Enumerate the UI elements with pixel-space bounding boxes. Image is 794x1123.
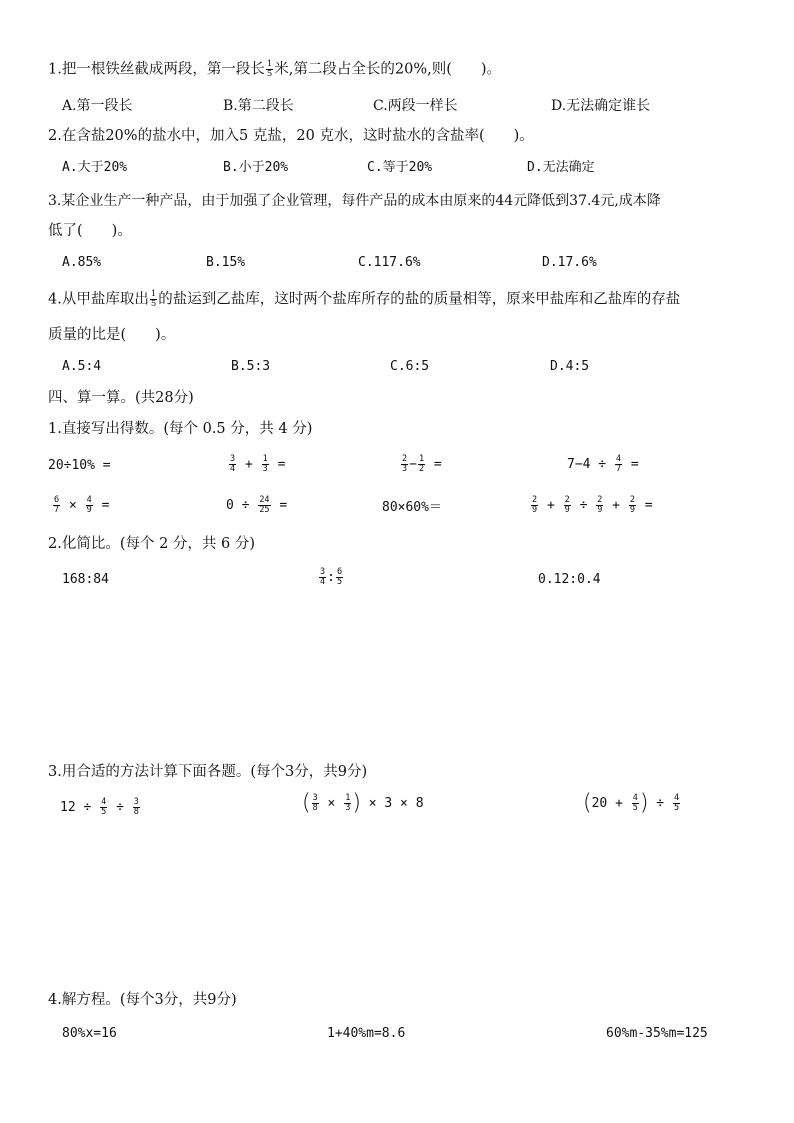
equation-2: 1+40%m=8.6	[327, 1026, 406, 1041]
question-4-text-after: 的盐运到乙盐库，这时两个盐库所存的盐的质量相等，原来甲盐库和乙盐库的存盐	[158, 291, 681, 308]
question-1-option-a: A.第一段长	[62, 98, 133, 114]
question-1	[48, 60, 501, 79]
question-2-option-d: D.无法确定	[527, 160, 595, 175]
expression-7: 80×60%＝	[382, 500, 442, 515]
part-3-title: 3.用合适的方法计算下面各题。(每个3分，共9分)	[48, 764, 368, 780]
part-4-title: 4.解方程。(每个3分，共9分)	[48, 992, 237, 1008]
ratio-2: $\frac{3}{4}$ : $\frac{6}{5}$	[320, 567, 343, 587]
question-3-option-a: A.85%	[62, 255, 102, 270]
expression-6: 0 ÷ $\frac{24}{25}$ =	[226, 495, 288, 515]
question-1-option-d: D.无法确定谁长	[551, 98, 651, 114]
question-1-text-after: 米,第二段占全长的20%,则( )。	[274, 61, 502, 78]
expression-5: $\frac{6}{7}$ × $\frac{4}{9}$ =	[54, 495, 110, 515]
question-1-option-c: C.两段一样长	[373, 98, 458, 114]
expression-4: 7−4 ÷ $\frac{4}{7}$ =	[567, 454, 639, 474]
question-2-option-a: A.大于20%	[62, 160, 128, 175]
question-4-option-b: B.5:3	[231, 359, 271, 374]
question-3-line-1: 3.某企业生产一种产品，由于加强了企业管理，每件产品的成本由原来的44元降低到37.4元,成本降	[48, 193, 661, 209]
ratio-3: 0.12:0.4	[538, 572, 601, 587]
question-3-line-2: 低了( )。	[48, 223, 132, 239]
question-4-text-before: 4.从甲盐库取出	[48, 291, 149, 308]
expression-8: $\frac{2}{9}$ + $\frac{2}{9}$ ÷ $\frac{2}{9}$ + $\frac{2}{9}$ =	[532, 495, 653, 515]
question-4-option-d: D.4:5	[550, 359, 590, 374]
question-3-option-b: B.15%	[206, 255, 246, 270]
calc-2: ( $\frac{3}{8}$ × $\frac{1}{3}$ ) × 3 × 8	[302, 790, 424, 816]
question-3-option-c: C.117.6%	[358, 255, 421, 270]
expression-3: $\frac{2}{3}$ − $\frac{1}{2}$ =	[402, 454, 442, 474]
expression-1: 20÷10% =	[48, 458, 111, 473]
ratio-1: 168:84	[62, 572, 109, 587]
calc-3: (20 + $\frac{4}{5}$ ) ÷ $\frac{4}{5}$	[583, 790, 680, 816]
equation-1: 80%x=16	[62, 1026, 117, 1041]
question-1-text-before: 1.把一根铁丝截成两段，第一段长	[48, 61, 265, 78]
equation-3: 60%m-35%m=125	[606, 1026, 708, 1041]
expression-2: $\frac{3}{4}$ + $\frac{1}{3}$ =	[230, 454, 286, 474]
question-4-option-a: A.5:4	[62, 359, 102, 374]
question-3-option-d: D.17.6%	[542, 255, 597, 270]
question-4-option-c: C.6:5	[390, 359, 430, 374]
calc-1: 12 ÷ $\frac{4}{5}$ ÷ $\frac{3}{8}$	[60, 797, 139, 817]
part-1-title: 1.直接写出得数。(每个 0.5 分，共 4 分)	[48, 421, 313, 437]
question-4-line-2: 质量的比是( )。	[48, 327, 176, 343]
fraction: $\frac{1}{5}$	[150, 289, 157, 309]
question-2-option-c: C.等于20%	[367, 160, 433, 175]
question-2-option-b: B.小于20%	[223, 160, 289, 175]
fraction: $\frac{1}{5}$	[266, 59, 273, 79]
question-1-option-b: B.第二段长	[223, 98, 294, 114]
part-2-title: 2.化简比。(每个 2 分，共 6 分)	[48, 536, 256, 552]
question-4-line-1	[48, 290, 680, 309]
question-2: 2.在含盐20%的盐水中，加入5 克盐，20 克水，这时盐水的含盐率( )。	[48, 128, 534, 144]
section-4-title: 四、算一算。(共28分)	[48, 390, 194, 406]
